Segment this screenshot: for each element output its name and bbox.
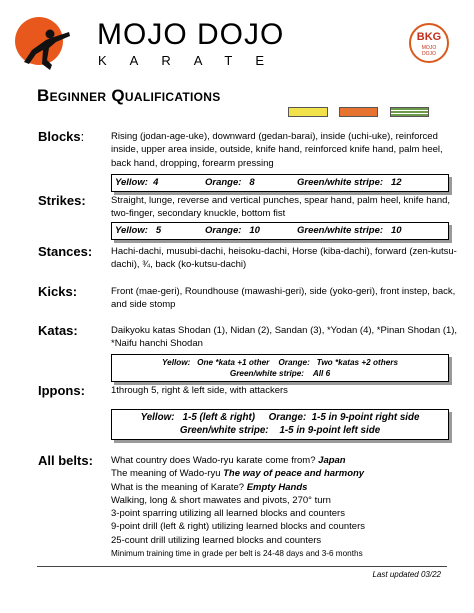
question-country: What country does Wado-ryu karate come from? Japan xyxy=(111,455,346,466)
section-label-stances: Stances: xyxy=(38,244,93,259)
section-label-katas: Katas: xyxy=(38,323,78,338)
all-belts-line: Walking, long & short mawates and pivots, 270° turn xyxy=(111,494,331,506)
all-belts-line: 25-count drill utilizing learned blocks and counters xyxy=(111,534,322,546)
svg-text:DOJO: DOJO xyxy=(422,51,436,57)
min-training-note: Minimum training time in grade per belt is 24-48 days and 3-6 months xyxy=(111,549,363,559)
section-text-blocks: Rising (jodan-age-uke), downward (gedan-barai), inside (uchi-uke), reinforced inside, upper area inside, outside, knife hand, reinforced knife hand, palm heel, back hand, dropping, forearm pressing xyxy=(111,131,443,169)
answer-wado-ryu: The way of peace and harmony xyxy=(223,468,365,480)
section-label-strikes: Strikes: xyxy=(38,193,86,208)
seal-icon xyxy=(408,22,450,64)
section-text-katas: Daikyoku katas Shodan (1), Nidan (2), Sandan (3), *Yodan (4), *Pinan Shodan (1), *Naifu hanchi Shodan xyxy=(111,325,458,350)
req-orange: Orange: 10 xyxy=(205,225,260,236)
requirements-box-katas xyxy=(111,354,449,382)
answer-country: Japan xyxy=(318,455,346,466)
section-text-ippons: 1through 5, right & left side, with attackers xyxy=(111,385,288,396)
katas-req-line-2: Green/white stripe: All 6 xyxy=(229,369,331,378)
karate-figure-icon xyxy=(12,14,76,72)
ippons-req-line-2: Green/white stripe: 1-5 in 9-point left side xyxy=(179,424,381,436)
section-text-all-belts xyxy=(111,454,463,560)
section-label-kicks: Kicks: xyxy=(38,284,78,299)
brand-title: MOJO DOJO xyxy=(97,18,285,51)
requirements-box-blocks xyxy=(111,174,449,192)
green-white-belt-swatch xyxy=(390,107,429,117)
question-karate: What is the meaning of Karate? Empty Hands xyxy=(111,481,308,493)
answer-karate: Empty Hands xyxy=(246,481,308,493)
section-text-stances: Hachi-dachi, musubi-dachi, heisoku-dachi, Horse (kiba-dachi), forward (zen-kutsu-dachi), ¾, back (ko-kutsu-dachi) xyxy=(111,246,457,271)
svg-text:BKG: BKG xyxy=(416,31,442,43)
section-text-strikes: Straight, lunge, reverse and vertical punches, spear hand, palm heel, knife hand, two-finger, secondary knuckle, bottom fist xyxy=(111,195,451,220)
all-belts-line: 9-point drill (left & right) utilizing learned blocks and counters xyxy=(111,521,365,533)
footer-divider xyxy=(37,566,447,567)
all-belts-line: 3-point sparring utilizing all learned blocks and counters xyxy=(111,508,345,520)
page-title: Beginner Qualifications xyxy=(37,86,221,105)
req-green: Green/white stripe: 12 xyxy=(297,177,402,188)
req-orange: Orange: 8 xyxy=(205,177,255,188)
svg-text:MOJO: MOJO xyxy=(421,45,437,51)
brand-subtitle: KARATE xyxy=(98,53,288,68)
req-yellow: Yellow: 4 xyxy=(115,177,159,188)
orange-belt-swatch xyxy=(339,107,378,117)
req-green: Green/white stripe: 10 xyxy=(297,225,402,236)
section-label-all-belts: All belts: xyxy=(38,453,93,468)
requirements-box-ippons xyxy=(111,409,449,440)
requirements-box-strikes xyxy=(111,222,449,240)
section-text-kicks: Front (mae-geri), Roundhouse (mawashi-geri), side (yoko-geri), front instep, back, and side stomp xyxy=(111,286,456,311)
question-wado-ryu: The meaning of Wado-ryu The way of peace and harmony xyxy=(111,468,365,480)
last-updated: Last updated 03/22 xyxy=(372,570,441,579)
ippons-req-line-1: Yellow: 1-5 (left & right) Orange: 1-5 in 9-point right side xyxy=(140,412,420,423)
section-label-ippons: Ippons: xyxy=(38,383,85,398)
katas-req-line-1: Yellow: One *kata +1 other Orange: Two *katas +2 others xyxy=(162,358,398,367)
yellow-belt-swatch xyxy=(288,107,328,117)
req-yellow: Yellow: 5 xyxy=(115,225,162,236)
section-label-blocks: Blocks: xyxy=(38,129,85,144)
